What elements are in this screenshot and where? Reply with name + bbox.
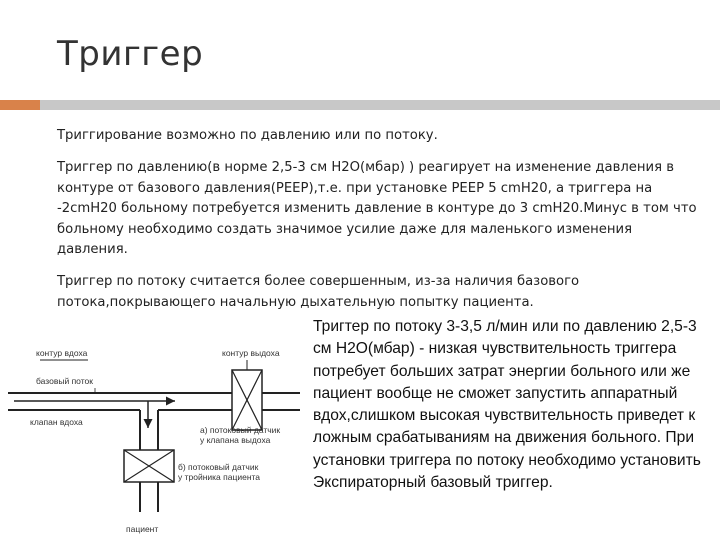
paragraph-sensitivity: Тригтер по потоку 3-3,5 л/мин или по давлению 2,5-3 см Н2О(мбар) - низкая чувствительность триггера потребует больших затрат энергии больного или же пациент вообще не сможет запустить аппаратный вдох,слишком высокая чувствительность приведет к ложным срабатываниям на движения больного. При установки триггера по потоку необходимо установить Экспираторный базовый триггер.	[313, 318, 701, 492]
paragraph-flow-trigger: Триггер по потоку считается более совершенным, из-за наличия базового потока,покрывающего начальную дыхательную попытку пациента.	[57, 274, 580, 310]
title-area	[0, 0, 720, 100]
paragraph-triggering: Триггирование возможно по давлению или по потоку.	[57, 128, 438, 143]
accent-bar	[0, 100, 40, 110]
title-rule	[40, 100, 720, 110]
ventilator-circuit-diagram	[0, 320, 310, 540]
label-inhale-valve: клапан вдоха	[30, 417, 83, 427]
label-exhale-circuit: контур выдоха	[222, 348, 280, 358]
label-patient: пациент	[126, 524, 159, 534]
label-sensor-b-2: у тройника пациента	[178, 472, 261, 482]
label-sensor-b-1: б) потоковый датчик	[178, 462, 259, 472]
label-base-flow: базовый поток	[36, 376, 93, 386]
label-sensor-a-2: у клапана выдоха	[200, 435, 271, 445]
label-sensor-a-1: а) потоковый датчик	[200, 425, 281, 435]
slide-title: Триггер	[57, 34, 204, 74]
paragraph-pressure-trigger: Триггер по давлению(в норме 2,5-3 см Н2О(мбар) ) реагирует на изменение давления в контуре от базового давления(PEEP),т.е. при установке PEEP 5 cmH20, а триггера на -2cmH20 больному потребуется изменить давление в контуре до 3 cmH20.Минус в том что больному необходимо создать значимое усилие даже для маленького изменения давления.	[57, 160, 697, 257]
circuit-svg	[0, 320, 310, 540]
label-inhale-circuit: контур вдоха	[36, 348, 88, 358]
